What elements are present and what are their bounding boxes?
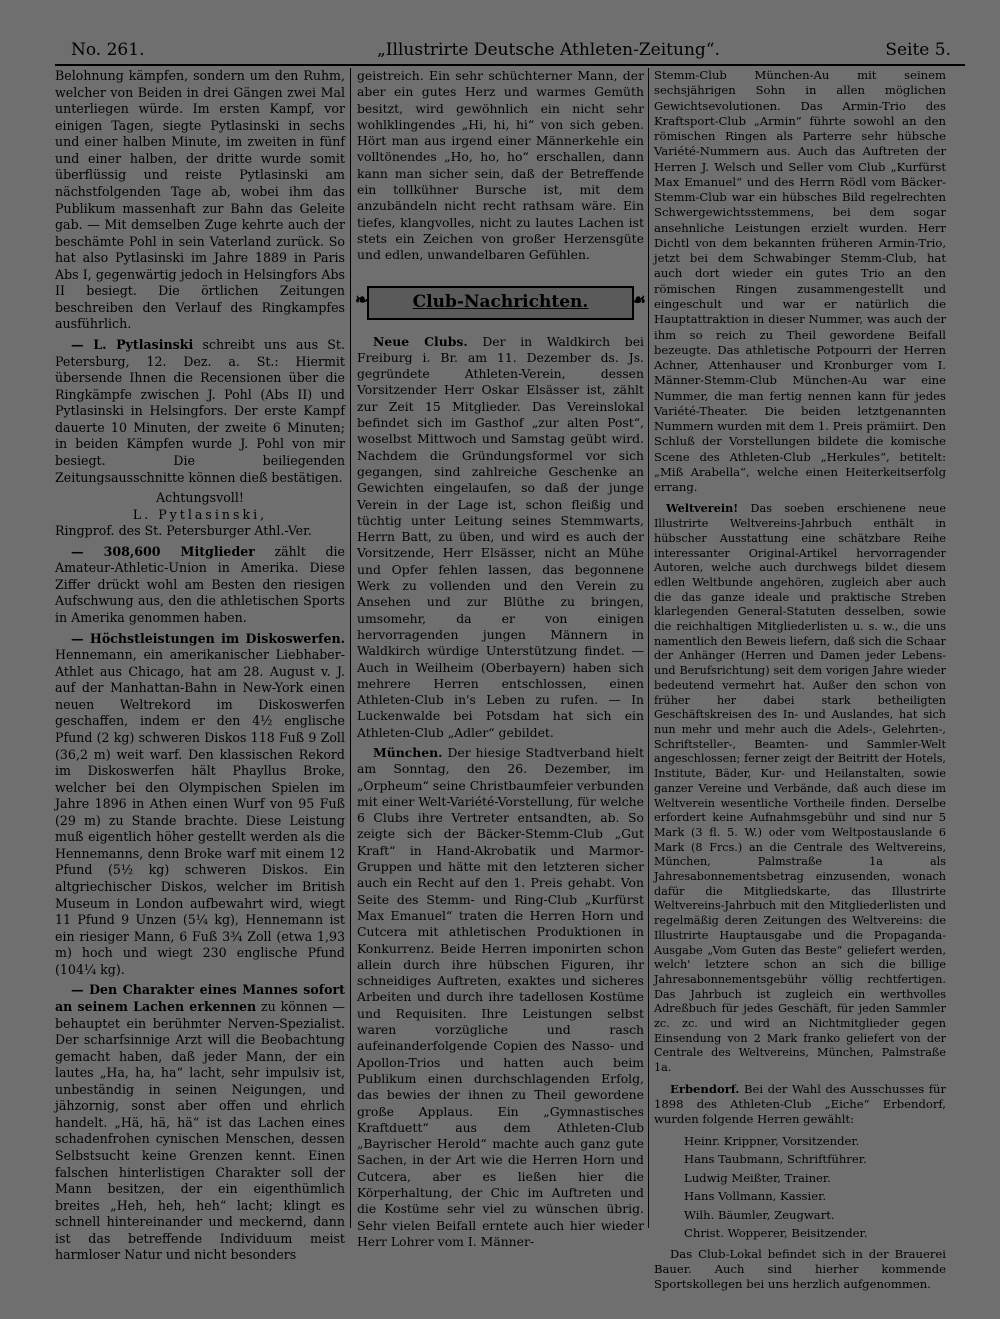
column-1 <box>55 68 345 1268</box>
committee-member: Hans Taubmann, Schriftführer. <box>684 1152 867 1167</box>
ornament-icon: ❧ <box>355 289 369 309</box>
committee-list <box>684 1132 946 1243</box>
article-club-lokal: Das Club-Lokal befindet sich in der Brauerei Bauer. Auch sind hierher kommende Sportskollegen bei uns herzlich aufgenommen. <box>654 1246 946 1292</box>
column-divider <box>350 68 351 1228</box>
column-divider <box>648 68 649 1228</box>
article-new-clubs <box>357 334 644 741</box>
committee-member: Wilh. Bäumler, Zeugwart. <box>684 1207 835 1222</box>
notice-body: Das soeben erschienene neue Illustrirte Weltvereins-Jahrbuch enthält in hübscher Ausstattung eine schätzbare Reihe interessanter Original-Artikel hervorragender Autoren, welche auch durchwegs bildet diesem edlen Weltbunde angehören, zugleich aber auch die das ganze ideale und praktische Streben klarlegenden General-Statuten desselben, sowie die reichhaltigen Mitgliederlisten u. s. w., die uns namentlich den Beweis liefern, daß sich die Schaar der Anhänger (Herren und Damen jeder Lebens- und Berufsrichtung) seit dem vorigen Jahre wieder bedeutend vermehrt hat. Außer den schon von früher her dabei stark betheiligten Geschäftskreisen des In- und Auslandes, hat sich nun mehr und mehr auch die Adels-, Gelehrten-, Schriftsteller-, Beamten- und Sammler-Welt angeschlossen; ferner zeigt der Beitritt der Hotels, Institute, Bäder, Kur- und Heilanstalten, sowie ganzer Vereine und Verbände, daß auch diese im Weltverein wesentliche Vortheile finden. Derselbe erfordert keine Aufnahmsgebühr und sind nur 5 Mark (3 fl. 5. W.) oder vom Weltpostauslande 6 Mark (8 Frcs.) an die Centrale des Weltvereins, München, Palmstraße 1a als Jahresabonnementsbetrag einzusenden, wonach dafür die Mitgliedskarte, das Illustrirte Weltvereins-Jahrbuch mit den Mitgliederlisten und regelmäßig deren Zeitungen des Weltvereins: die Illustrirte Hauptausgabe und die Propaganda-Ausgabe „Vom Guten das Beste“ geliefert werden, welch' letztere schon an sich die billige Jahresabonnementsgebühr völlig rechtfertigen. Das Jahrbuch ist zugleich ein werthvolles Adreßbuch für jedes Geschäft, für jeden Sammler zc. zc. und wird an Nichtmitglieder gegen Einsendung von 2 Mark franko geliefert von der Centrale des Weltvereins, München, Palmstraße 1a. <box>654 502 946 1075</box>
article-text: Hennemann, ein amerikanischer Liebhaber-Athlet aus Chicago, hat am 28. August v. J. auf der Manhattan-Bahn in New-York einen neuen Weltrekord im Diskoswerfen geschaffen, indem er den 4½ englische Pfund (2 kg) schweren Diskos 118 Fuß 9 Zoll (36,2 m) weit warf. Den klassischen Rekord im Diskoswerfen hält Phayllus Broke, welcher bei den Olympischen Spielen im Jahre 1896 in Athen einen Wurf von 95 Fuß (29 m) zu Stande brachte. Diese Leistung muß eigentlich höher gestellt werden als die Hennemanns, denn Broke warf mit einem 12 Pfund (5½ kg) schweren Diskos. Ein altgriechischer Diskos, welcher im British Museum in London aufbewahrt wird, wiegt 11 Pfund 9 Unzen (5¼ kg), Hennemann ist ein riesiger Mann, 6 Fuß 3¾ Zoll (etwa 1,93 m) hoch und wiegt 230 englische Pfund (104¼ kg). <box>55 647 345 977</box>
article-muenchen <box>357 745 644 1250</box>
article-heading: — 308,600 Mitglieder <box>71 543 255 559</box>
column-3 <box>654 68 946 1296</box>
signature-title: Ringprof. des St. Petersburger Athl.-Ver. <box>55 523 312 539</box>
article-text: zu können — behauptet ein berühmter Nerven-Spezialist. Der scharfsinnige Arzt will die Beobachtung gemacht haben, daß jeder Mann, der ein lautes „Ha, ha, ha“ lacht, sehr impulsiv ist, unbeständig in seinen Neigungen, und jähzornig, sonst aber offen und ehrlich handelt. „Hä, hä, hä“ ist das Lachen eines schadenfrohen cynischen Menschen, dessen Selbstsucht keine Grenzen kennt. Einen falschen hinterlistigen Charakter soll der Mann besitzen, der ein eigenthümlich breites „Heh, heh, heh“ lacht; klingt es schnell hintereinander und meckernd, dann ist das betreffende Individuum meist harmloser Natur und nicht besonders <box>55 998 345 1263</box>
section-heading-box <box>355 286 646 320</box>
article-continuation: Belohnung kämpfen, sondern um den Ruhm, welcher von Beiden in drei Gängen zwei Mal unterliegen würde. Im ersten Kampf, vor einigen Tagen, siegte Pytlasinski in sechs und einer halben Minute, im zweiten in fünf und einer halben, der dritte wurde somit überflüssig und reiste Pytlasinski am nächstfolgenden Tage ab, wobei ihm das Publikum massenhaft zur Bahn das Geleite gab. — Mit demselben Zuge kehrte auch der beschämte Pohl in sein Vaterland zurück. So hat also Pytlasinski im Jahre 1889 in Paris Abs I, gegenwärtig jedoch in Helsingfors Abs II besiegt. Die örtlichen Zeitungen beschreiben den Verlauf des Ringkampfes ausführlich. <box>55 68 345 332</box>
article-heading: Neue Clubs. <box>373 333 468 349</box>
article-continuation: geistreich. Ein sehr schüchterner Mann, der aber ein gutes Herz und warmes Gemüth besitzt, wird gewöhnlich ein nicht sehr wohlklingendes „Hi, hi, hi“ von sich geben. Hört man aus irgend einer Männerkehle ein volltönendes „Ho, ho, ho“ erschallen, dann kann man sicher sein, daß der Betreffende ein tollkühner Bursche ist, mit dem anzubändeln nicht recht rathsam wäre. Ein tiefes, klangvolles, nicht zu lautes Lachen ist stets ein Zeichen von großer Herzensgüte und edlen, unwandelbaren Gefühlen. <box>357 68 644 263</box>
article-pytlasinski <box>55 337 345 486</box>
notice-heading: Weltverein! <box>666 501 739 516</box>
article-text: schreibt uns aus St. Petersburg, 12. Dez. a. St.: Hiermit übersende Ihnen die Recensionen über die Ringkämpfe zwischen J. Pohl (Abs II) und Pytlasinski in Helsingfors. Der erste Kampf dauerte 10 Minuten, der zweite 6 Minuten; in beiden Kämpfen wurde J. Pohl von mir besiegt. Die beiliegenden Zeitungsausschnitte können dieß bestätigen. <box>55 337 345 485</box>
publication-title: „Illustrirte Deutsche Athleten-Zeitung“. <box>377 40 720 60</box>
article-text: Bei der Wahl des Ausschusses für 1898 des Athleten-Club „Eiche“ Erbendorf, wurden folgende Herren gewählt: <box>654 1081 946 1127</box>
article-erbendorf <box>654 1082 946 1128</box>
letter-signature: L. Pytlasinski, <box>132 506 268 522</box>
notice-text <box>654 501 946 1075</box>
issue-number: No. 261. <box>71 40 145 60</box>
article-heading: — Den Charakter eines Mannes sofort an seinem Lachen erkennen <box>55 982 345 1014</box>
letter-greeting: Achtungsvoll! <box>156 490 244 506</box>
article-text: zählt die Amateur-Athletic-Union in Amerika. Diese Ziffer drückt wohl am Besten den riesigen Aufschwung aus, den die athletischen Sports in Amerika genommen haben. <box>55 543 345 625</box>
article-members <box>55 544 345 627</box>
section-title: Club-Nachrichten. <box>412 292 589 313</box>
article-heading: — Höchstleistungen im Diskoswerfen. <box>71 630 345 646</box>
article-continuation: Stemm-Club München-Au mit seinem sechsjährigen Sohn in allen möglichen Gewichtsevolutionen. Das Armin-Trio des Kraftsport-Club „Armin“ führte sowohl an den römischen Ringen als Parterre sehr hübsche Variété-Nummern aus. Auch das Auftreten der Herren J. Welsch und Seller vom Club „Kurfürst Max Emanuel“ und des Herrn Rödl vom Bäcker-Stemm-Club war ein hübsches Bild regelrechten Schwergewichtsstemmens, bei dem sogar ansehnliche Leistungen erzielt wurden. Herr Dichtl von dem bekannten früheren Armin-Trio, jetzt bei dem Schwabinger Stemm-Club, hat auch dort wieder ein gutes Trio an den römischen Ringen zusammengestellt und eingeschult und war er natürlich die Hauptattraktion in dieser Nummer, was auch der ihm so reich zu Theil gewordene Beifall bezeugte. Das athletische Potpourri der Herren Achner, Attenhauser und Kronburger vom I. Männer-Stemm-Club München-Au war eine Nummer, die man fertig nennen kann für jedes Variété-Theater. Die beiden letztgenannten Nummern wurden mit dem 1. Preis prämiirt. Den Schluß der Vorstellungen bildete die komische Scene des Athleten-Club „Herkules“, betitelt: „Miß Arabella“, welche einen Heiterkeitserfolg errang. <box>654 68 946 495</box>
committee-member: Heinr. Krippner, Vorsitzender. <box>684 1133 860 1148</box>
article-heading: — L. Pytlasinski <box>71 337 194 352</box>
weltverein-notice <box>654 501 946 1075</box>
page-number: Seite 5. <box>885 40 951 60</box>
column-2 <box>357 68 644 1254</box>
article-text: Der in Waldkirch bei Freiburg i. Br. am 11. Dezember ds. Js. gegründete Athleten-Verein, dessen Vorsitzender Herr Oskar Elsässer ist, zählt zur Zeit 15 Mitglieder. Das Vereinslokal befindet sich im Gasthof „zur alten Post“, woselbst Mittwoch und Samstag geübt wird. Nachdem die Gründungsformel vor sich gegangen, sind zahlreiche Geschenke an Gewichten eingelaufen, so daß der junge Verein in der Lage ist, schon fleißig und tüchtig unter Leitung seines Stemmwarts, Herrn Batt, zu üben, und wird es auch der Vorsitzende, Herr Elsässer, nicht an Mühe und Opfer fehlen lassen, das begonnene Werk zu vollenden und den Verein zu Ansehen und zur Blüthe zu bringen, umsomehr, da er von einigen hervorragenden jungen Männern in Waldkirch würdige Unterstützung findet. — Auch in Weilheim (Oberbayern) haben sich mehrere Herren entschlossen, einen Athleten-Club in's Leben zu rufen. — In Luckenwalde bei Potsdam hat sich ein Athleten-Club „Adler“ gebildet. <box>357 333 644 740</box>
page-header <box>55 38 965 66</box>
article-text: Der hiesige Stadtverband hielt am Sonntag, den 26. Dezember, im „Orpheum“ seine Christbaumfeier verbunden mit einer Welt-Variété-Vorstellung, für welche 6 Clubs ihre Vertreter entsandten, ab. So zeigte sich der Bäcker-Stemm-Club „Gut Kraft“ in Hand-Akrobatik und Marmor-Gruppen und hätte mit den letzteren sicher auch ein Recht auf den 1. Preis gehabt. Von Seite des Stemm- und Ring-Club „Kurfürst Max Emanuel“ traten die Herren Horn und Cutcera mit athletischen Produktionen in Konkurrenz. Beide Herren imponirten schon allein durch ihre hübschen Figuren, ihr schneidiges Auftreten, exaktes und sicheres Arbeiten und durch ihre tadellosen Kostüme und Requisiten. Ihre Leistungen selbst waren vorzügliche und rasch aufeinanderfolgende Copien des Nasso- und Apollon-Trios und hatten auch beim Publikum einen durchschlagenden Erfolg, das bewies der ihnen zu Theil gewordene große Applaus. Ein „Gymnastisches Kraftduett“ aus dem Athleten-Club „Bayrischer Herold“ machte auch ganz gute Sachen, in der Art wie die Herren Horn und Cutcera, aber es ließen hier die Körperhaltung, der Chic im Auftreten und die Kostüme sehr viel zu wünschen übrig. Sehr vielen Beifall erntete auch hier wieder Herr Lohrer vom I. Männer- <box>357 744 644 1249</box>
article-heading: München. <box>373 744 443 760</box>
committee-member: Ludwig Meißter, Trainer. <box>684 1170 831 1185</box>
article-heading: Erbendorf. <box>670 1081 740 1096</box>
ornament-icon: ☙ <box>631 289 646 309</box>
article-laughter <box>55 982 345 1264</box>
committee-member: Hans Vollmann, Kassier. <box>684 1189 827 1204</box>
committee-member: Christ. Wopperer, Beisitzender. <box>684 1226 868 1241</box>
article-discus <box>55 631 345 979</box>
